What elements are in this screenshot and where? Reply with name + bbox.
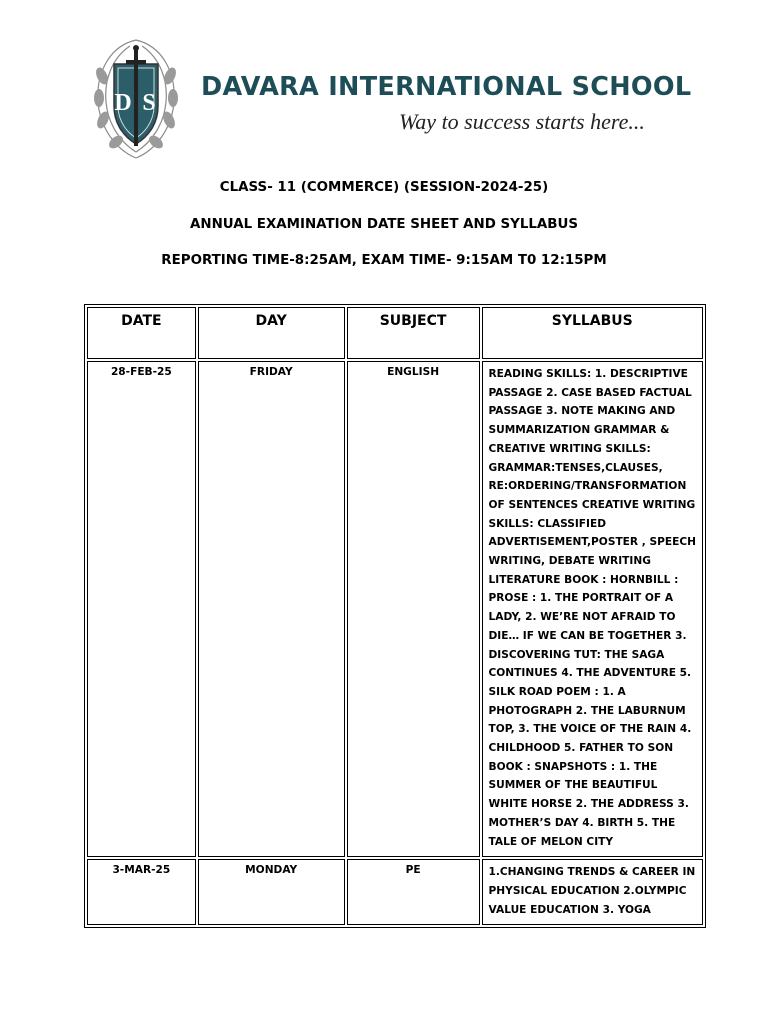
table-row bbox=[87, 361, 703, 857]
cell-date: 3-MAR-25 bbox=[87, 859, 196, 925]
cell-syllabus: READING SKILLS: 1. DESCRIPTIVE PASSAGE 2. CASE BASED FACTUAL PASSAGE 3. NOTE MAKING AND SUMMARIZATION GRAMMAR & CREATIVE WRITING SKILLS: GRAMMAR:TENSES,CLAUSES, RE:ORDERING/TRANSFORMATION OF SENTENCES CREATIVE WRITING SKILLS: CLASSIFIED ADVERTISEMENT,POSTER , SPEECH WRITING, DEBATE WRITING LITERATURE BOOK : HORNBILL : PROSE : 1. THE PORTRAIT OF A LADY, 2. WE’RE NOT AFRAID TO DIE… IF WE CAN BE TOGETHER 3. DISCOVERING TUT: THE SAGA CONTINUES 4. THE ADVENTURE 5. SILK ROAD POEM : 1. A PHOTOGRAPH 2. THE LABURNUM TOP, 3. THE VOICE OF THE RAIN 4. CHILDHOOD 5. FATHER TO SON BOOK : SNAPSHOTS : 1. THE SUMMER OF THE BEAUTIFUL WHITE HORSE 2. THE ADDRESS 3. MOTHER’S DAY 4. BIRTH 5. THE TALE OF MELON CITY bbox=[482, 361, 703, 857]
cell-subject: ENGLISH bbox=[347, 361, 480, 857]
exam-title-heading: ANNUAL EXAMINATION DATE SHEET AND SYLLABUS bbox=[190, 217, 578, 232]
exam-timing-heading: REPORTING TIME-8:25AM, EXAM TIME- 9:15AM T0 12:15PM bbox=[161, 253, 607, 268]
column-header-day: DAY bbox=[198, 307, 345, 359]
table-row bbox=[87, 859, 703, 925]
school-tagline: Way to success starts here... bbox=[399, 109, 645, 134]
svg-text:S: S bbox=[142, 90, 156, 116]
column-header-date: DATE bbox=[87, 307, 196, 359]
letterhead bbox=[90, 36, 690, 166]
cell-subject: PE bbox=[347, 859, 480, 925]
class-session-heading: CLASS- 11 (COMMERCE) (SESSION-2024-25) bbox=[219, 180, 549, 195]
cell-syllabus: 1.CHANGING TRENDS & CAREER IN PHYSICAL EDUCATION 2.OLYMPIC VALUE EDUCATION 3. YOGA bbox=[482, 859, 703, 925]
column-header-subject: SUBJECT bbox=[347, 307, 480, 359]
table-header-row bbox=[87, 307, 703, 359]
date-sheet-table bbox=[84, 304, 706, 928]
svg-text:D: D bbox=[114, 90, 132, 116]
column-header-syllabus: SYLLABUS bbox=[482, 307, 703, 359]
school-name: DAVARA INTERNATIONAL SCHOOL bbox=[201, 72, 692, 102]
cell-date: 28-FEB-25 bbox=[87, 361, 196, 857]
school-crest-logo bbox=[90, 36, 182, 162]
cell-day: FRIDAY bbox=[198, 361, 345, 857]
cell-day: MONDAY bbox=[198, 859, 345, 925]
